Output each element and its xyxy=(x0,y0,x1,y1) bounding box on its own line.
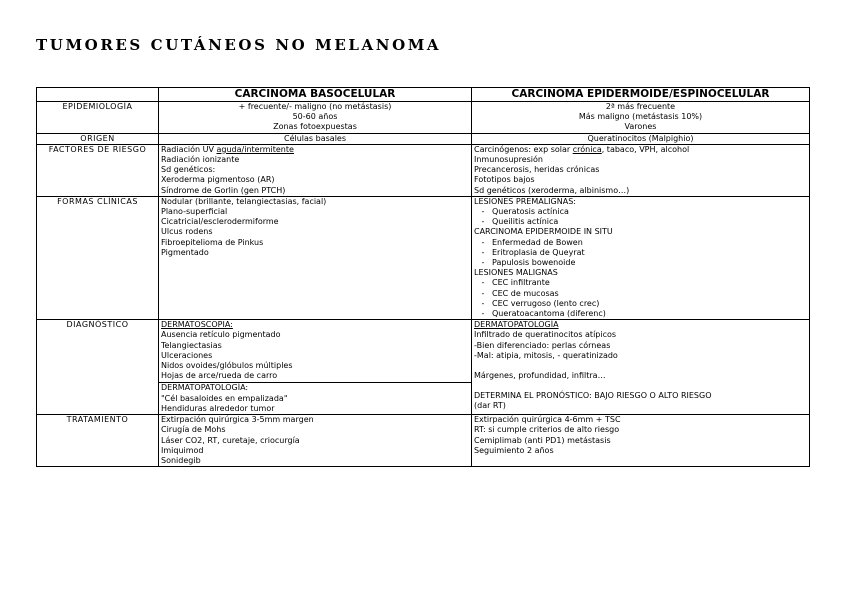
scc-diagnostico xyxy=(472,320,810,415)
text-line: Hendiduras alrededor tumor xyxy=(161,403,275,413)
header-row xyxy=(37,88,810,102)
spacer xyxy=(474,361,807,371)
text-line: Sd genéticos: xyxy=(161,165,216,175)
text-line: Nodular (brillante, telangiectasias, facial) xyxy=(161,196,327,206)
text-line: (dar RT) xyxy=(474,401,506,411)
section-heading: DERMATOSCOPIA: xyxy=(161,320,233,330)
column-header-epidermoide: CARCINOMA EPIDERMOIDE/ESPINOCELULAR xyxy=(472,88,810,102)
row-epidemiologia xyxy=(37,102,810,134)
row-label-factores: FACTORES DE RIESGO xyxy=(37,144,159,196)
list-item: - Eritroplasia de Queyrat xyxy=(474,248,807,258)
text-line xyxy=(161,145,469,155)
row-label-origen: ORIGEN xyxy=(37,133,159,144)
text-line: Xeroderma pigmentoso (AR) xyxy=(161,175,275,185)
row-tratamiento xyxy=(37,415,810,467)
text-line: 50-60 años xyxy=(292,112,338,122)
underlined-text: aguda/intermitente xyxy=(216,144,294,154)
list-item: - Queratoacantoma (diferenc) xyxy=(474,309,807,319)
row-label-tratamiento: TRATAMIENTO xyxy=(37,415,159,467)
row-origen xyxy=(37,133,810,144)
section-heading: LESIONES PREMALIGNAS: xyxy=(474,196,576,206)
header-blank-cell xyxy=(37,88,159,102)
text-line: Imiquimod xyxy=(161,445,204,455)
text-line: Sonidegib xyxy=(161,455,201,465)
row-diagnostico xyxy=(37,320,810,415)
text-line: Ulcus rodens xyxy=(161,227,213,237)
list-item: - CEC de mucosas xyxy=(474,289,807,299)
text-line: Varones xyxy=(624,122,657,132)
text-line xyxy=(474,145,807,155)
text-line: Nidos ovoides/glóbulos múltiples xyxy=(161,361,293,371)
scc-tratamiento xyxy=(472,415,810,467)
text-line: Cirugía de Mohs xyxy=(161,425,226,435)
text-line: Pigmentado xyxy=(161,247,209,257)
bcc-epidemiologia xyxy=(159,102,472,134)
bcc-origen: Células basales xyxy=(159,133,472,144)
bcc-formas xyxy=(159,196,472,319)
text-line: Precancerosis, heridas crónicas xyxy=(474,165,600,175)
text-line: Inmunosupresión xyxy=(474,155,543,165)
text-line: Extirpación quirúrgica 4-6mm + TSC xyxy=(474,415,621,425)
comparison-table xyxy=(36,87,810,467)
text-line: Plano-superficial xyxy=(161,207,228,217)
text-line: Infiltrado de queratinocitos atípicos xyxy=(474,330,617,340)
text-line: Extirpación quirúrgica 3-5mm margen xyxy=(161,415,314,425)
text-line: Fibroepitelioma de Pinkus xyxy=(161,237,264,247)
section-heading: DERMATOPATOLOGÍA: xyxy=(161,383,249,393)
row-label-formas: FORMAS CLÍNICAS xyxy=(37,196,159,319)
text-line: Láser CO2, RT, curetaje, criocurgía xyxy=(161,435,300,445)
section-heading: LESIONES MALIGNAS xyxy=(474,268,558,278)
text-line: Telangiectasias xyxy=(161,340,222,350)
text-line: Sd genéticos (xeroderma, albinismo…) xyxy=(474,185,630,195)
text-line: DETERMINA EL PRONÓSTICO: BAJO RIESGO O ALTO RIESGO xyxy=(474,391,712,401)
bcc-factores xyxy=(159,144,472,196)
dermatopatologia-subsection xyxy=(159,382,471,414)
list-item: - Papulosis bowenoide xyxy=(474,258,807,268)
row-label-epidemiologia: EPIDEMIOLOGÍA xyxy=(37,102,159,134)
text-fragment: , tabaco, VPH, alcohol xyxy=(601,144,690,154)
text-fragment: Carcinógenos: exp solar xyxy=(474,144,573,154)
text-line: Fototipos bajos xyxy=(474,175,535,185)
text-line: Ulceraciones xyxy=(161,350,213,360)
text-line: Más maligno (metástasis 10%) xyxy=(578,112,703,122)
text-line: -Bien diferenciado: perlas córneas xyxy=(474,340,611,350)
row-factores-riesgo xyxy=(37,144,810,196)
text-line: Síndrome de Gorlin (gen PTCH) xyxy=(161,185,286,195)
bcc-diagnostico xyxy=(159,320,472,415)
text-line: Márgenes, profundidad, infiltra… xyxy=(474,371,606,381)
underlined-text: crónica xyxy=(572,144,602,154)
scc-formas xyxy=(472,196,810,319)
scc-origen: Queratinocitos (Malpighio) xyxy=(472,133,810,144)
list-item: - Queratosis actínica xyxy=(474,207,807,217)
list-item: - Enfermedad de Bowen xyxy=(474,238,807,248)
text-fragment: Radiación UV xyxy=(161,144,217,154)
text-line: Ausencia retículo pigmentado xyxy=(161,330,281,340)
text-line: Hojas de arce/rueda de carro xyxy=(161,371,278,381)
text-line: Radiación ionizante xyxy=(161,155,240,165)
text-line: 2ª más frecuente xyxy=(605,102,676,111)
spacer xyxy=(474,381,807,391)
text-line: + frecuente/- maligno (no metástasis) xyxy=(238,102,392,111)
text-line: "Cél basaloides en empalizada" xyxy=(161,393,288,403)
column-header-basocelular: CARCINOMA BASOCELULAR xyxy=(159,88,472,102)
text-line: Seguimiento 2 años xyxy=(474,445,554,455)
text-line: RT: si cumple criterios de alto riesgo xyxy=(474,425,620,435)
text-line: Cemiplimab (anti PD1) metástasis xyxy=(474,435,611,445)
section-heading: CARCINOMA EPIDERMOIDE IN SITU xyxy=(474,227,613,237)
scc-epidemiologia xyxy=(472,102,810,134)
text-line: -Mal: atipia, mitosis, - queratinizado xyxy=(474,350,618,360)
list-item: - CEC verrugoso (lento crec) xyxy=(474,299,807,309)
row-formas-clinicas xyxy=(37,196,810,319)
list-item: - Queilitis actínica xyxy=(474,217,807,227)
scc-factores xyxy=(472,144,810,196)
text-line: Cicatricial/esclerodermiforme xyxy=(161,217,279,227)
page-title: TUMORES CUTÁNEOS NO MELANOMA xyxy=(36,36,442,54)
section-heading: DERMATOPATOLOGÍA xyxy=(474,320,559,330)
row-label-diagnostico: DIAGNÓSTICO xyxy=(37,320,159,415)
text-line: Zonas fotoexpuestas xyxy=(273,122,357,132)
bcc-tratamiento xyxy=(159,415,472,467)
list-item: - CEC infiltrante xyxy=(474,278,807,288)
